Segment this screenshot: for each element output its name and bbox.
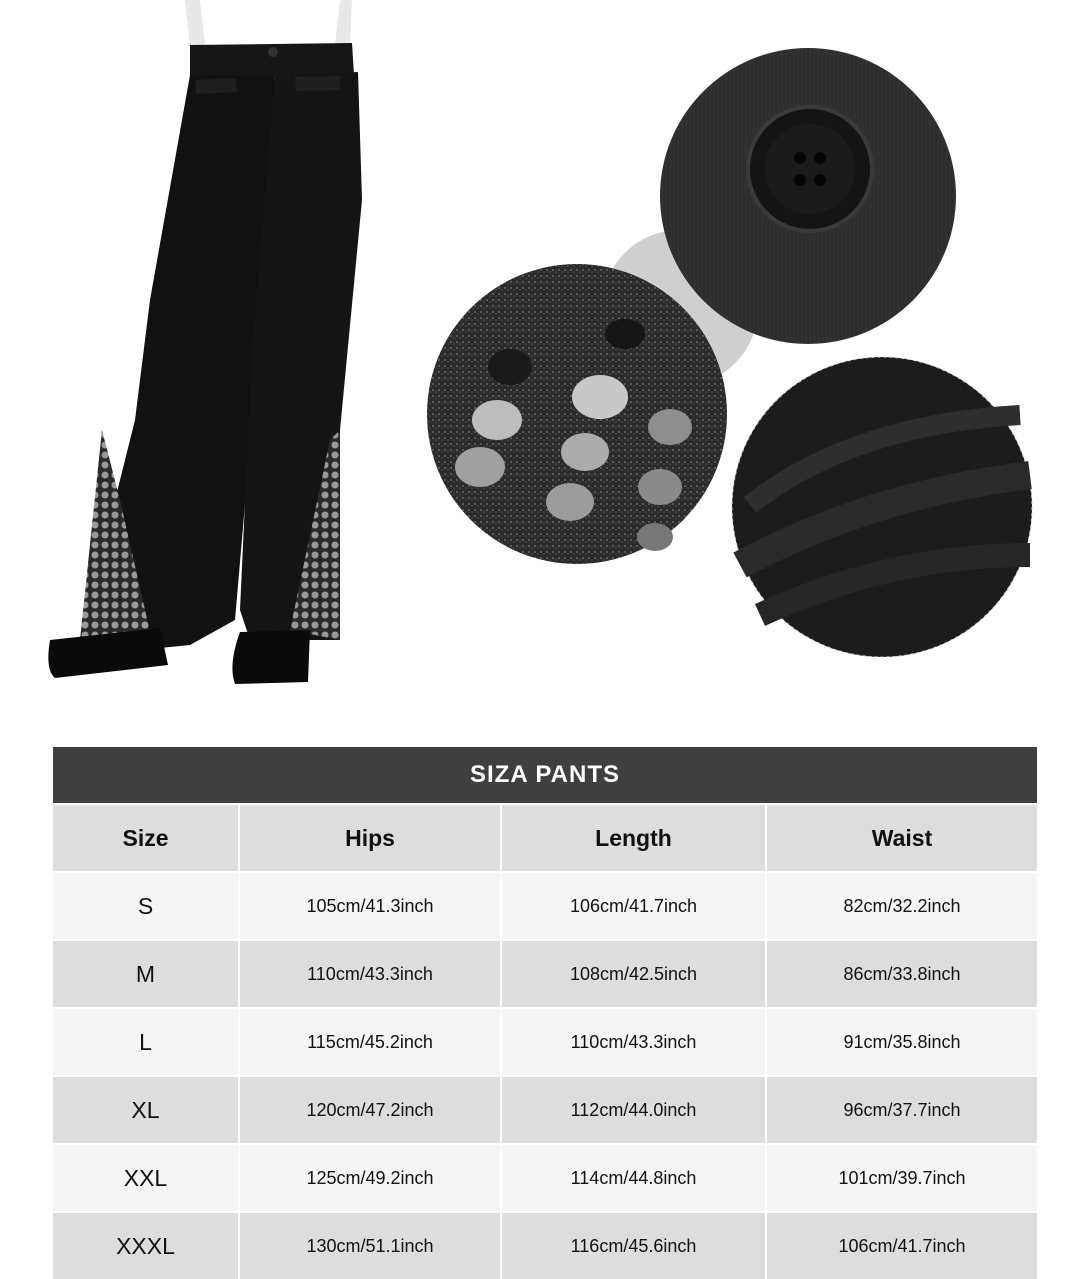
sequin-detail-image	[425, 262, 730, 567]
table-row	[53, 941, 1037, 1007]
size-table	[53, 747, 1037, 1279]
size-cell: L	[53, 1009, 238, 1075]
length-cell: 108cm/42.5inch	[500, 941, 765, 1007]
waist-cell: 91cm/35.8inch	[765, 1009, 1037, 1075]
waist-cell: 106cm/41.7inch	[765, 1213, 1037, 1279]
length-cell: 114cm/44.8inch	[500, 1145, 765, 1211]
header-size: Size	[53, 805, 238, 871]
table-row	[53, 1145, 1037, 1211]
waist-cell: 101cm/39.7inch	[765, 1145, 1037, 1211]
table-header-row	[53, 805, 1037, 871]
table-title: SIZA PANTS	[53, 747, 1037, 803]
hips-cell: 115cm/45.2inch	[238, 1009, 500, 1075]
header-waist: Waist	[765, 805, 1037, 871]
product-photo	[40, 0, 370, 700]
size-cell: XXL	[53, 1145, 238, 1211]
length-cell: 106cm/41.7inch	[500, 873, 765, 939]
size-cell: S	[53, 873, 238, 939]
hips-cell: 110cm/43.3inch	[238, 941, 500, 1007]
size-cell: XXXL	[53, 1213, 238, 1279]
hips-cell: 105cm/41.3inch	[238, 873, 500, 939]
table-row	[53, 1077, 1037, 1143]
waist-cell: 96cm/37.7inch	[765, 1077, 1037, 1143]
hips-cell: 120cm/47.2inch	[238, 1077, 500, 1143]
length-cell: 112cm/44.0inch	[500, 1077, 765, 1143]
length-cell: 116cm/45.6inch	[500, 1213, 765, 1279]
table-row	[53, 873, 1037, 939]
header-length: Length	[500, 805, 765, 871]
length-cell: 110cm/43.3inch	[500, 1009, 765, 1075]
hips-cell: 130cm/51.1inch	[238, 1213, 500, 1279]
table-row	[53, 1009, 1037, 1075]
table-row	[53, 1213, 1037, 1279]
waist-cell: 86cm/33.8inch	[765, 941, 1037, 1007]
header-hips: Hips	[238, 805, 500, 871]
waist-cell: 82cm/32.2inch	[765, 873, 1037, 939]
fabric-detail-image	[730, 355, 1035, 660]
size-cell: M	[53, 941, 238, 1007]
hips-cell: 125cm/49.2inch	[238, 1145, 500, 1211]
size-cell: XL	[53, 1077, 238, 1143]
